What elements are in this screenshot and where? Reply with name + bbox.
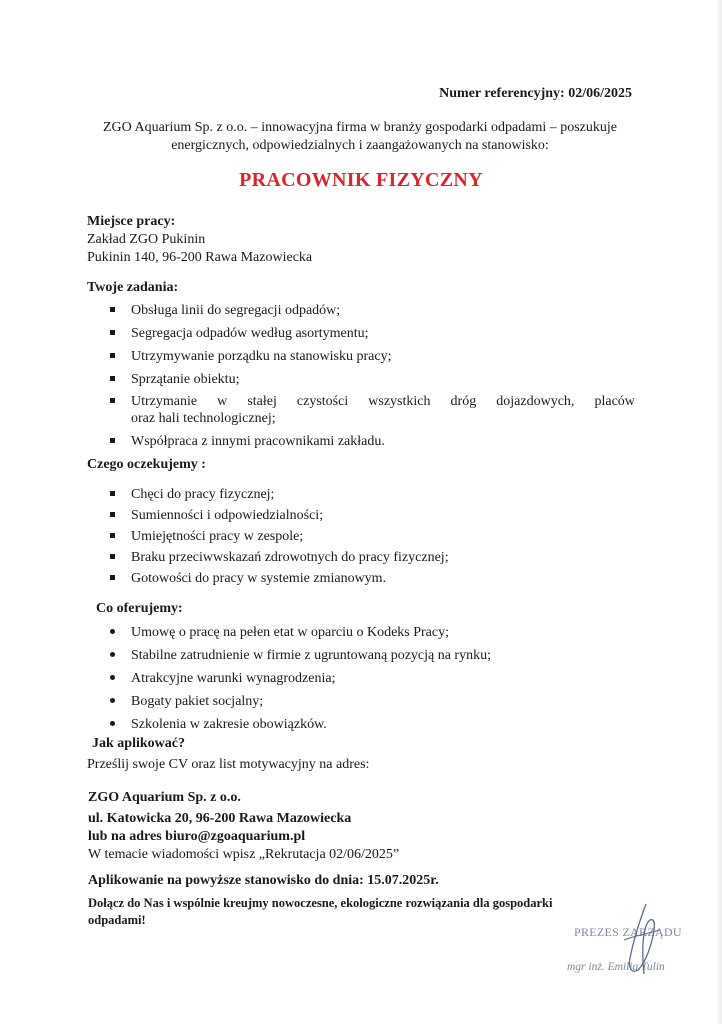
intro-text xyxy=(60,119,660,155)
square-bullet-icon xyxy=(110,398,115,403)
tasks-heading: Twoje zadania: xyxy=(87,280,179,295)
subject-line: W temacie wiadomości wpisz „Rekrutacja 02/06/2025” xyxy=(88,847,400,862)
list-item: Szkolenia w zakresie obowiązków. xyxy=(131,716,491,739)
apply-address xyxy=(88,789,351,846)
position-title: PRACOWNIK FIZYCZNY xyxy=(239,169,483,191)
president-name: mgr inż. Emilia Tulin xyxy=(567,961,665,973)
list-item: Gotowości do pracy w systemie zmianowym. xyxy=(131,570,449,591)
list-item: Współpraca z innymi pracownikami zakładu. xyxy=(131,433,635,455)
deadline: Aplikowanie na powyższe stanowisko do dnia: 15.07.2025r. xyxy=(88,873,439,888)
offer-heading: Co oferujemy: xyxy=(96,601,183,616)
email-line: lub na adres biuro@zgoaquarium.pl xyxy=(88,829,306,844)
list-item: Sumienności i odpowiedzialności; xyxy=(131,507,449,528)
list-item: Chęci do pracy fizycznej; xyxy=(131,486,449,507)
workplace-line-2: Pukinin 140, 96-200 Rawa Mazowiecka xyxy=(87,250,313,265)
intro-line-1: ZGO Aquarium Sp. z o.o. – innowacyjna firma w branży gospodarki odpadami – poszukuje xyxy=(102,120,617,135)
round-bullet-icon xyxy=(110,721,115,726)
closing-line-2: odpadami! xyxy=(88,913,146,927)
intro-line-2: energicznych, odpowiedzialnych i zaangażowanych na stanowisko: xyxy=(171,138,549,153)
apply-instruction: Prześlij swoje CV oraz list motywacyjny na adres: xyxy=(87,757,370,772)
round-bullet-icon xyxy=(110,698,115,703)
workplace-section xyxy=(87,213,312,267)
square-bullet-icon xyxy=(110,575,115,580)
company-address: ul. Katowicka 20, 96-200 Rawa Mazowiecka xyxy=(88,811,352,826)
list-item xyxy=(131,393,635,433)
company-name: ZGO Aquarium Sp. z o.o. xyxy=(88,790,241,805)
round-bullet-icon xyxy=(110,675,115,680)
round-bullet-icon xyxy=(110,629,115,634)
square-bullet-icon xyxy=(110,491,115,496)
square-bullet-icon xyxy=(110,307,115,312)
workplace-line-1: Zakład ZGO Pukinin xyxy=(87,232,206,247)
list-item: Segregacja odpadów według asortymentu; xyxy=(131,325,635,348)
square-bullet-icon xyxy=(110,376,115,381)
list-item: Utrzymywanie porządku na stanowisku pracy; xyxy=(131,348,635,371)
list-item: Obsługa linii do segregacji odpadów; xyxy=(131,302,635,325)
reference-number: Numer referencyjny: 02/06/2025 xyxy=(439,86,632,101)
tasks-list xyxy=(131,302,635,455)
list-item: Atrakcyjne warunki wynagrodzenia; xyxy=(131,670,491,693)
list-item: Braku przeciwwskazań zdrowotnych do pracy fizycznej; xyxy=(131,549,449,570)
apply-heading: Jak aplikować? xyxy=(92,736,185,751)
list-item: Umowę o pracę na pełen etat w oparciu o Kodeks Pracy; xyxy=(131,624,491,647)
list-item: Bogaty pakiet socjalny; xyxy=(131,693,491,716)
square-bullet-icon xyxy=(110,512,115,517)
expectations-list xyxy=(131,486,449,591)
list-item: Sprzątanie obiektu; xyxy=(131,371,635,393)
closing-text xyxy=(88,895,608,929)
square-bullet-icon xyxy=(110,533,115,538)
offer-list xyxy=(131,624,491,739)
task-item-5-line-2: oraz hali technologicznej; xyxy=(131,411,276,426)
workplace-heading: Miejsce pracy: xyxy=(87,214,176,229)
square-bullet-icon xyxy=(110,353,115,358)
list-item: Stabilne zatrudnienie w firmie z ugruntowaną pozycją na rynku; xyxy=(131,647,491,670)
square-bullet-icon xyxy=(110,554,115,559)
list-item: Umiejętności pracy w zespole; xyxy=(131,528,449,549)
president-stamp: PREZES ZARZĄDU xyxy=(574,925,682,939)
expectations-heading: Czego oczekujemy : xyxy=(87,457,206,472)
closing-line-1: Dołącz do Nas i wspólnie kreujmy nowoczesne, ekologiczne rozwiązania dla gospodarki xyxy=(88,896,553,910)
signature-icon xyxy=(616,900,666,980)
square-bullet-icon xyxy=(110,438,115,443)
page-edge xyxy=(716,0,722,1024)
round-bullet-icon xyxy=(110,652,115,657)
square-bullet-icon xyxy=(110,330,115,335)
task-item-5-line-1: Utrzymanie w stałej czystości wszystkich dróg dojazdowych, placów xyxy=(131,394,635,409)
